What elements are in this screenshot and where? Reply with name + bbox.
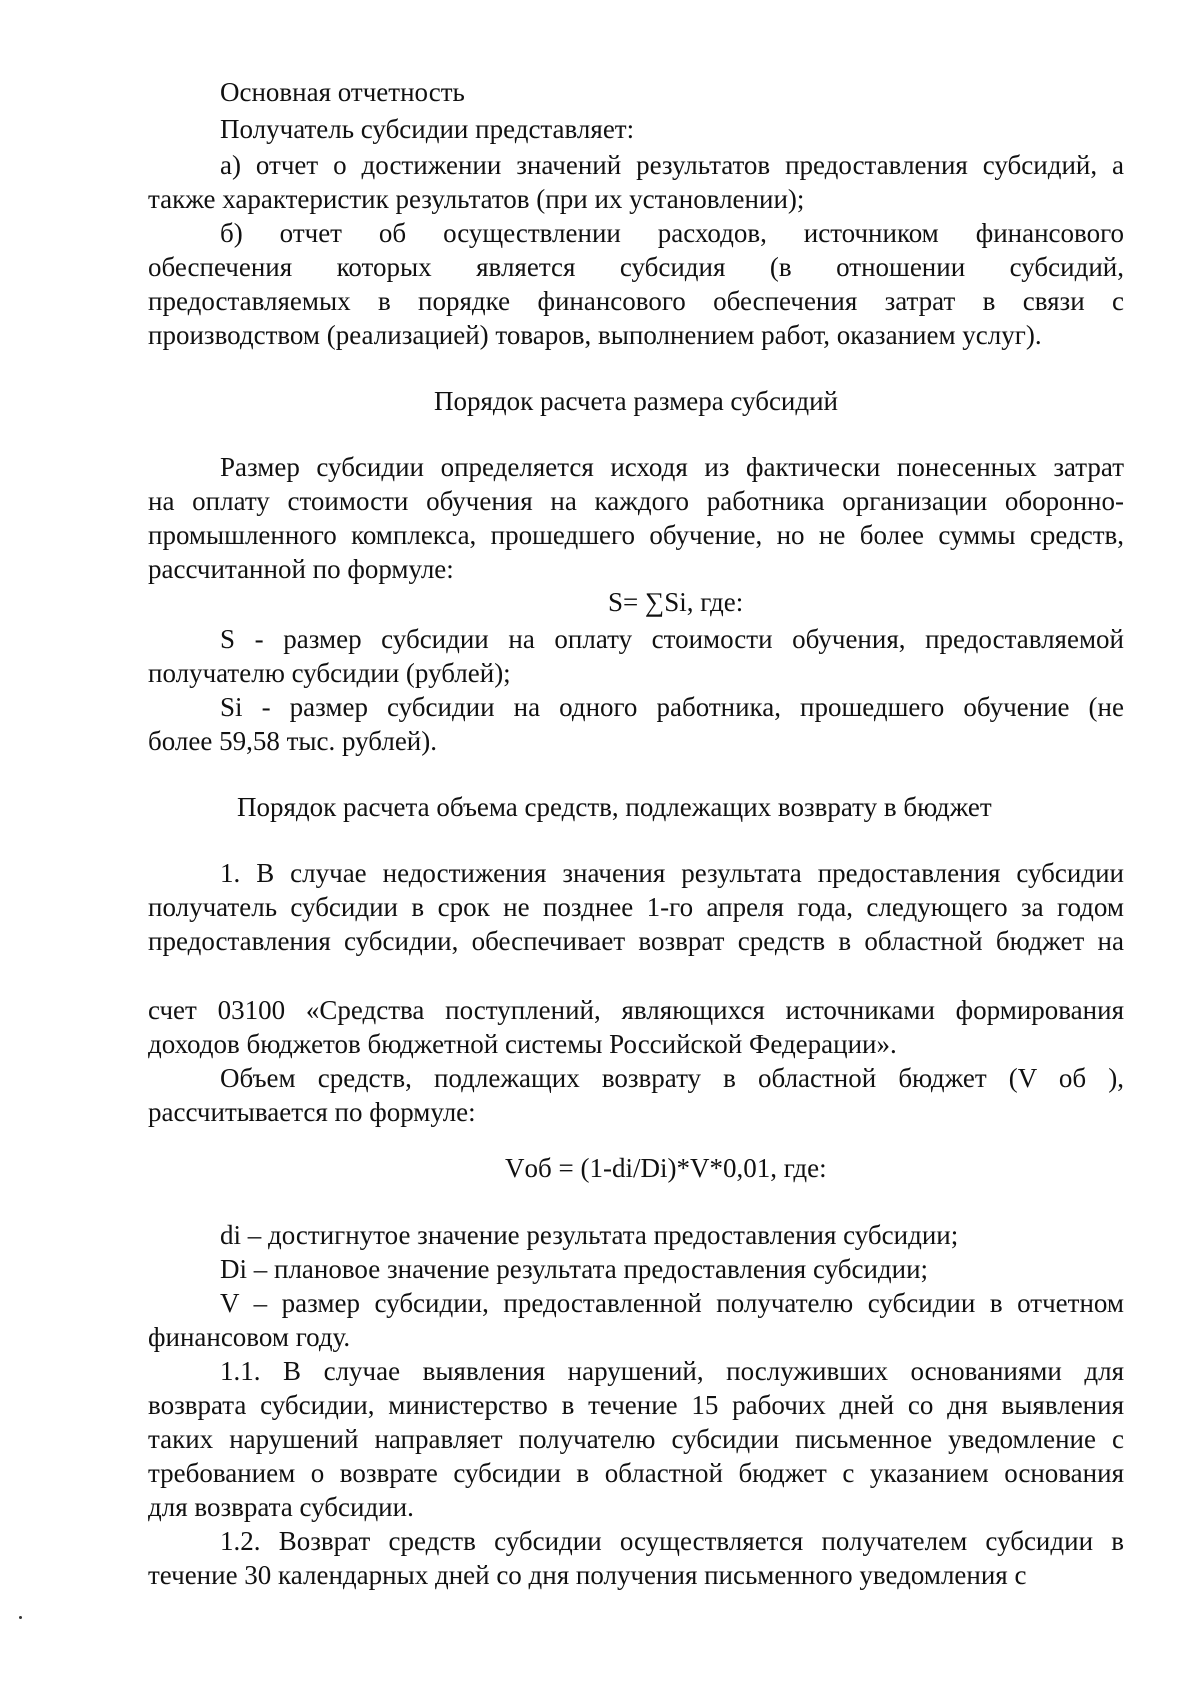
paragraph-line: 1.1. В случае выявления нарушений, послуживших основаниями для <box>220 1356 1124 1386</box>
paragraph-line: предоставляемых в порядке финансового обеспечения затрат в связи с <box>148 286 1124 316</box>
paragraph-line: также характеристик результатов (при их установлении); <box>148 184 805 214</box>
paragraph-line: б) отчет об осуществлении расходов, источником финансового <box>220 218 1124 248</box>
paragraph-line: более 59,58 тыс. рублей). <box>148 726 437 756</box>
paragraph-line: для возврата субсидии. <box>148 1492 414 1522</box>
paragraph-line: получатель субсидии в срок не позднее 1-го апреля года, следующего за годом <box>148 892 1124 922</box>
section-title-basic-reporting: Основная отчетность <box>220 77 465 107</box>
paragraph-line: Получатель субсидии представляет: <box>220 114 635 144</box>
paragraph-line: Размер субсидии определяется исходя из фактически понесенных затрат <box>220 452 1124 482</box>
paragraph-line: таких нарушений направляет получателю субсидии письменное уведомление с <box>148 1424 1124 1454</box>
paragraph-line: рассчитанной по формуле: <box>148 554 454 584</box>
paragraph-line: S - размер субсидии на оплату стоимости обучения, предоставляемой <box>220 624 1124 654</box>
section-heading-return: Порядок расчета объема средств, подлежащих возврату в бюджет <box>237 792 992 822</box>
paragraph-line: Si - размер субсидии на одного работника, прошедшего обучение (не <box>220 692 1124 722</box>
paragraph-line: V – размер субсидии, предоставленной получателю субсидии в отчетном <box>220 1288 1124 1318</box>
paragraph-line: получателю субсидии (рублей); <box>148 658 511 688</box>
scan-speck <box>19 1616 22 1619</box>
paragraph-line: течение 30 календарных дней со дня получения письменного уведомления с <box>148 1560 1027 1590</box>
paragraph-line: промышленного комплекса, прошедшего обучение, но не более суммы средств, <box>148 520 1124 550</box>
section-heading-calc: Порядок расчета размера субсидий <box>433 386 839 416</box>
paragraph-line: а) отчет о достижении значений результатов предоставления субсидий, а <box>220 150 1124 180</box>
formula-sum: S= ∑Si, где: <box>608 587 744 617</box>
paragraph-line: di – достигнутое значение результата предоставления субсидии; <box>220 1220 959 1250</box>
paragraph-line: 1. В случае недостижения значения результата предоставления субсидии <box>220 858 1124 888</box>
paragraph-line: предоставления субсидии, обеспечивает возврат средств в областной бюджет на <box>148 926 1124 956</box>
paragraph-line: производством (реализацией) товаров, выполнением работ, оказанием услуг). <box>148 320 1042 350</box>
formula-return: Vоб = (1-di/Di)*V*0,01, где: <box>505 1153 827 1183</box>
paragraph-line: 1.2. Возврат средств субсидии осуществляется получателем субсидии в <box>220 1526 1124 1556</box>
paragraph-line: доходов бюджетов бюджетной системы Российской Федерации». <box>148 1029 897 1059</box>
paragraph-line: на оплату стоимости обучения на каждого работника организации оборонно- <box>148 486 1124 516</box>
paragraph-line: обеспечения которых является субсидия (в отношении субсидий, <box>148 252 1124 282</box>
paragraph-line: рассчитывается по формуле: <box>148 1097 476 1127</box>
paragraph-line: финансовом году. <box>148 1322 351 1352</box>
paragraph-line: возврата субсидии, министерство в течение 15 рабочих дней со дня выявления <box>148 1390 1124 1420</box>
paragraph-line: Объем средств, подлежащих возврату в областной бюджет (V об ), <box>220 1063 1124 1093</box>
paragraph-line: требованием о возврате субсидии в областной бюджет с указанием основания <box>148 1458 1124 1488</box>
paragraph-line: Di – плановое значение результата предоставления субсидии; <box>220 1254 929 1284</box>
paragraph-line: счет 03100 «Средства поступлений, являющихся источниками формирования <box>148 995 1124 1025</box>
